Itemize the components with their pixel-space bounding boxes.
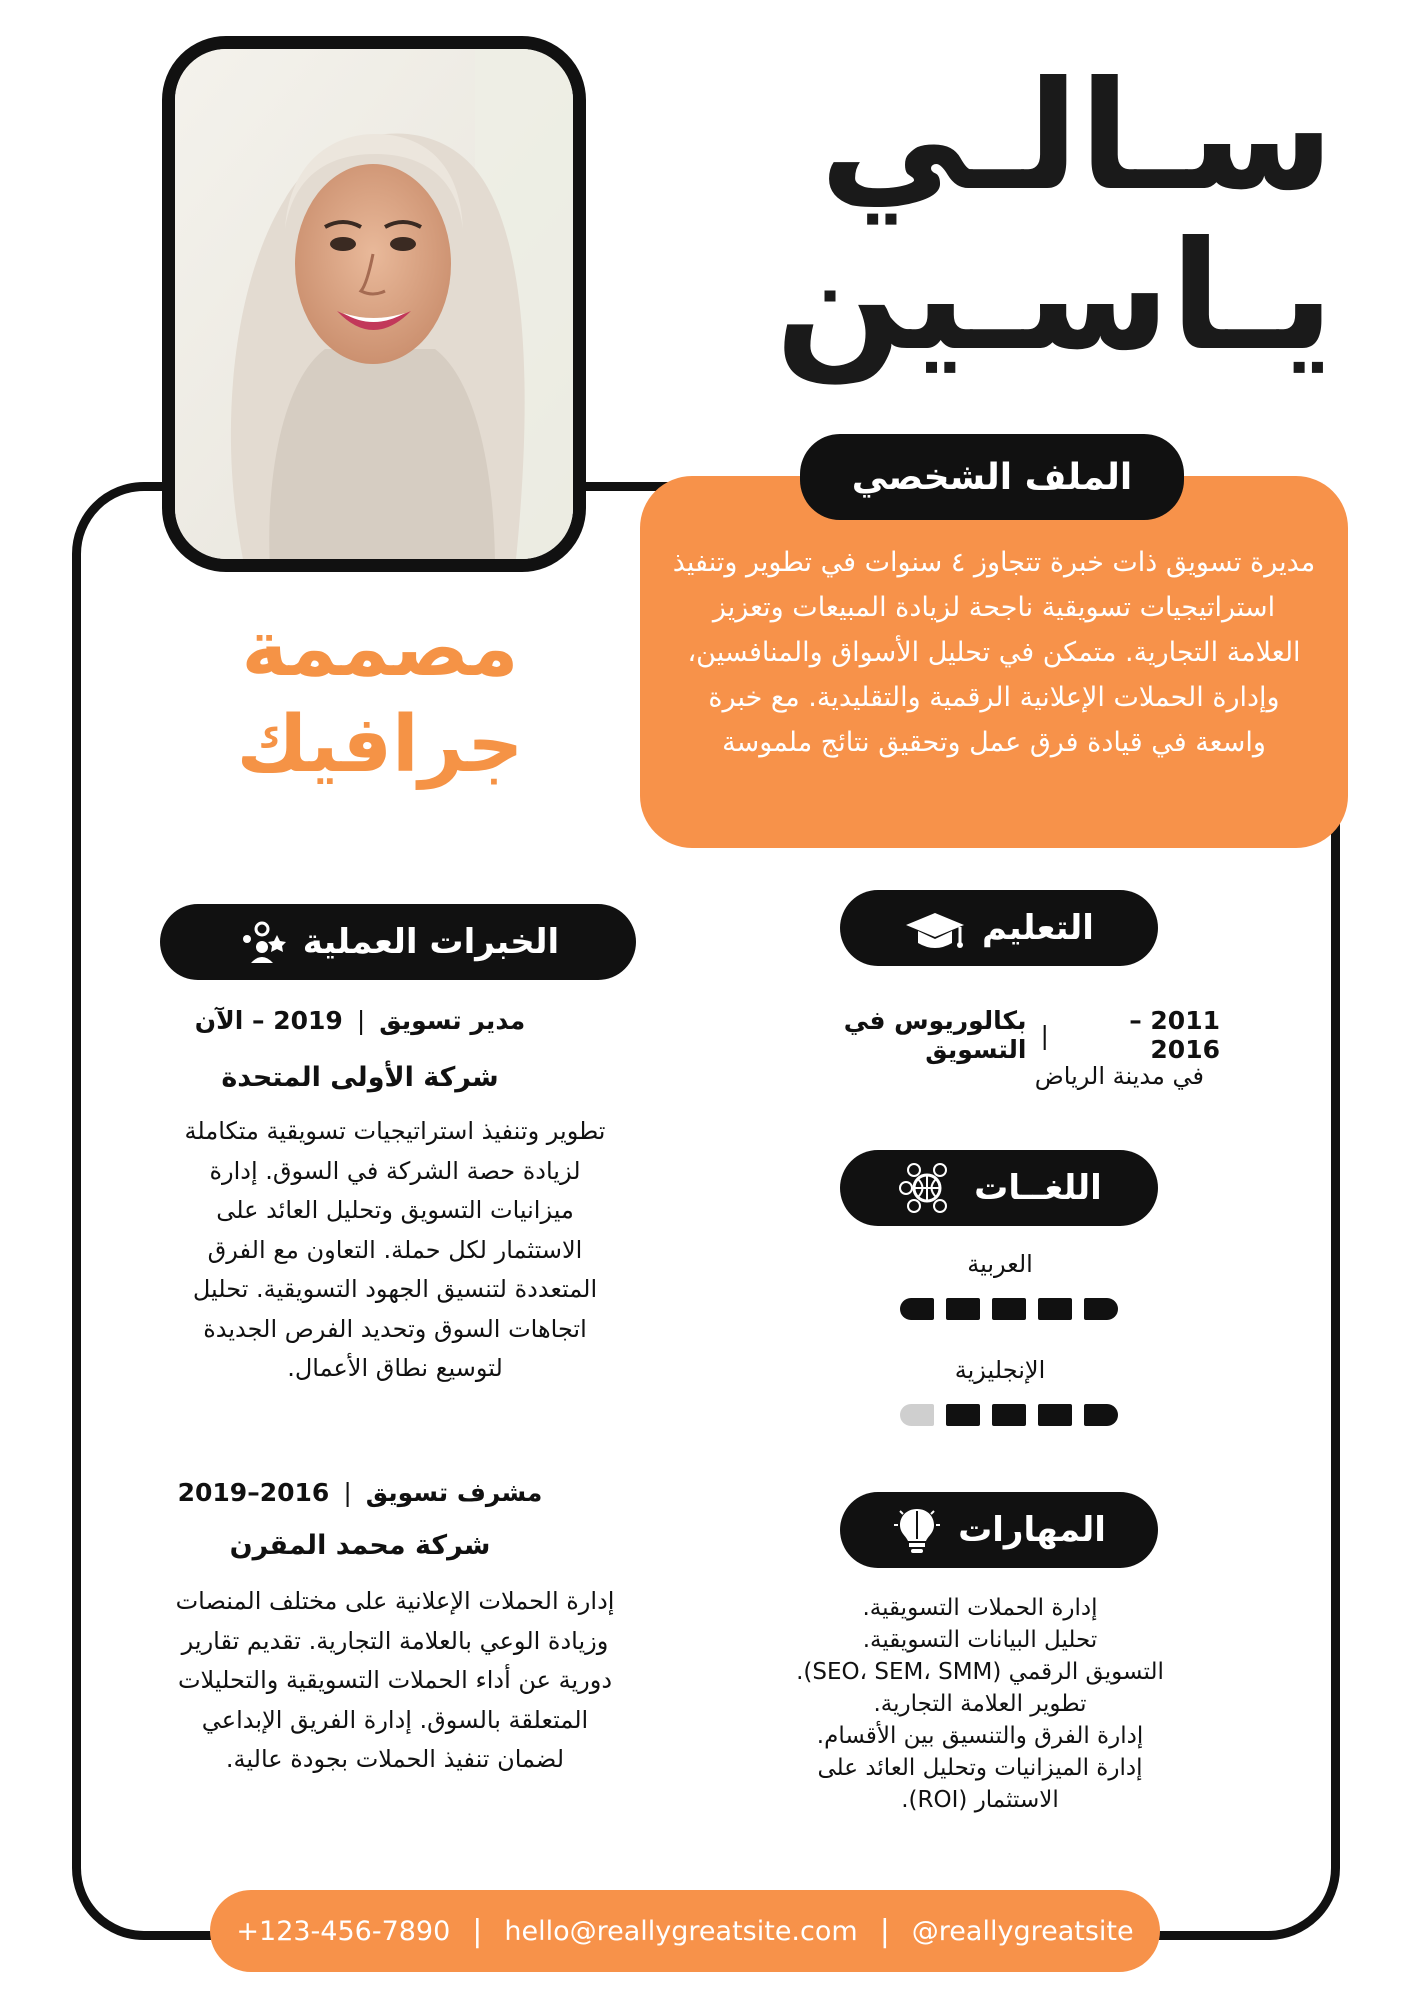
contact-separator: |	[472, 1913, 483, 1949]
language-1-dot	[992, 1298, 1026, 1320]
language-1-dot	[1038, 1298, 1072, 1320]
experience-title: الخبرات العملية	[302, 922, 560, 962]
profile-photo	[162, 36, 586, 572]
contact-social[interactable]: @reallygreatsite	[911, 1915, 1134, 1947]
skill-item: إدارة الفرق والتنسيق بين الأقسام.	[816, 1723, 1144, 1749]
language-2-dot	[900, 1404, 934, 1426]
language-1-dot	[946, 1298, 980, 1320]
skills-header	[840, 1492, 1158, 1568]
skill-item: التسويق الرقمي (SEO، SEM، SMM).	[796, 1659, 1164, 1685]
contact-separator: |	[879, 1913, 890, 1949]
name-first: سـالـي	[819, 50, 1334, 224]
contact-email[interactable]: hello@reallygreatsite.com	[504, 1915, 858, 1947]
contact-bar	[210, 1890, 1160, 1972]
education-header	[840, 890, 1158, 966]
language-2-dot	[1038, 1404, 1072, 1426]
graduation-cap-icon	[904, 903, 966, 953]
language-1-dot	[1084, 1298, 1118, 1320]
language-2-dot	[1084, 1404, 1118, 1426]
education-separator: |	[1040, 1020, 1049, 1050]
job-2-header	[150, 1478, 570, 1507]
job-1-header	[150, 1006, 570, 1035]
skill-item: إدارة الميزانيات وتحليل العائد على	[817, 1755, 1143, 1781]
job-1-position: مدير تسويق	[379, 1006, 526, 1035]
job-1-separator: |	[356, 1006, 366, 1035]
education-location: في مدينة الرياض	[1034, 1062, 1204, 1090]
education-years: 2011 –2016	[1129, 1006, 1220, 1064]
job-1-company: شركة الأولى المتحدة	[221, 1062, 499, 1093]
job-1-description: تطوير وتنفيذ استراتيجيات تسويقية متكاملة لزيادة حصة الشركة في السوق. إدارة ميزانيات التسويق وتحليل العائد على الاستثمار لكل حملة. التعاون مع الفرق المتعددة لتنسيق الجهود التسويقية. تحليل اتجاهات السوق وتحديد الفرص الجديدة لتوسيع نطاق الأعمال.	[184, 1117, 606, 1382]
language-1-level	[900, 1298, 1118, 1320]
languages-title: اللغــات	[974, 1168, 1102, 1208]
languages-header	[840, 1150, 1158, 1226]
language-1-name: العربية	[967, 1250, 1033, 1278]
profile-summary: مديرة تسويق ذات خبرة تتجاوز ٤ سنوات في تطوير وتنفيذ استراتيجيات تسويقية ناجحة لزيادة المبيعات وتعزيز العلامة التجارية. متمكن في تحليل الأسواق والمنافسين، وإدارة الحملات الإعلانية الرقمية والتقليدية. مع خبرة واسعة في قيادة فرق عمل وتحقيق نتائج ملموسة	[672, 547, 1316, 758]
skill-item: الاستثمار (ROI).	[901, 1787, 1059, 1813]
profile-title: الملف الشخصي	[851, 456, 1133, 498]
language-2-dot	[946, 1404, 980, 1426]
skill-item: تحليل البيانات التسويقية.	[862, 1627, 1098, 1653]
experience-header	[160, 904, 636, 980]
job-2-years: 2016–2019	[177, 1478, 330, 1507]
language-2-name: الإنجليزية	[954, 1356, 1046, 1384]
job-2-position: مشرف تسويق	[365, 1478, 543, 1507]
profile-header	[800, 434, 1184, 520]
role-line-2: جرافيك	[236, 700, 524, 790]
job-1-years: 2019 – الآن	[194, 1006, 343, 1035]
skill-item: إدارة الحملات التسويقية.	[862, 1595, 1098, 1621]
skills-title: المهارات	[958, 1510, 1106, 1550]
education-degree: بكالوريوس في التسويق	[843, 1006, 1027, 1064]
lightbulb-brain-icon	[892, 1505, 942, 1555]
job-2-description: إدارة الحملات الإعلانية على مختلف المنصات وزيادة الوعي بالعلامة التجارية. تقديم تقارير دورية عن أداء الحملات التسويقية والتحليلات المتعلقة بالسوق. إدارة الفريق الإبداعي لضمان تنفيذ الحملات بجودة عالية.	[175, 1587, 615, 1773]
globe-languages-icon	[896, 1163, 958, 1213]
role-line-1: مصممة	[241, 604, 519, 694]
education-title: التعليم	[982, 908, 1094, 948]
education-entry	[740, 1006, 1220, 1064]
language-2-dot	[992, 1404, 1026, 1426]
language-2-level	[900, 1404, 1118, 1426]
name-last: يـاسـين	[775, 210, 1334, 384]
language-1-dot	[900, 1298, 934, 1320]
job-2-separator: |	[343, 1478, 352, 1507]
job-2-company: شركة محمد المقرن	[229, 1530, 491, 1561]
skills-list	[780, 1592, 1180, 1816]
skill-item: تطوير العلامة التجارية.	[873, 1691, 1087, 1717]
team-gear-icon	[237, 917, 287, 967]
contact-phone[interactable]: +123-456-7890	[236, 1915, 451, 1947]
